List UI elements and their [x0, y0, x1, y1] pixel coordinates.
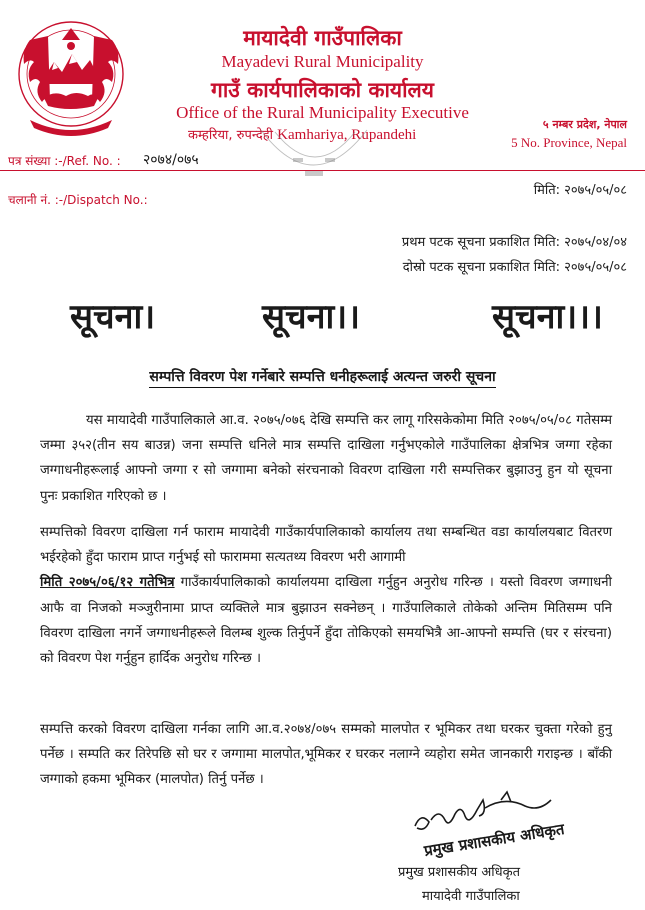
first-publication-date: प्रथम पटक सूचना प्रकाशित मिति: २०७५/०४/०४	[401, 235, 627, 250]
letter-date: मिति: २०७५/०५/०८	[533, 183, 627, 198]
province-nepali: ५ नम्बर प्रदेश, नेपाल	[542, 118, 627, 131]
office-seal-stamp	[255, 126, 373, 194]
notice-heading-1: सूचना।	[70, 297, 156, 337]
province-english: 5 No. Province, Nepal	[511, 135, 627, 150]
municipality-name-nepali: मायादेवी गाउँपालिका	[243, 26, 402, 50]
dispatch-number-label: चलानी नं. :-/Dispatch No.:	[8, 193, 148, 207]
address-english: Kamhariya, Rupandehi	[277, 127, 417, 143]
stamp-text: प्रमुख प्रशासकीय अधिकृत	[422, 820, 566, 860]
address-nepali: कम्हरिया, रुपन्देही	[188, 128, 274, 143]
signatory-organization: मायादेवी गाउँपालिका	[422, 889, 520, 904]
second-publication-date: दोस्रो पटक सूचना प्रकाशित मिति: २०७५/०५/०८	[402, 260, 627, 275]
submission-deadline: मिति २०७५/०६/१२ गतेभित्र	[40, 575, 175, 591]
office-name-nepali: गाउँ कार्यपालिकाको कार्यालय	[211, 78, 434, 102]
notice-heading-2: सूचना।।	[262, 297, 361, 337]
body-paragraph-2	[40, 520, 612, 671]
body-paragraph-3: सम्पत्ति करको विवरण दाखिला गर्नका लागि आ.व.२०७४/०७५ सम्मको मालपोत र भूमिकर तथा घरकर चुक्ता गरेको हुनु पर्नेछ । सम्पति कर तिरेपछि सो घर र जग्गामा मालपोत,भूमिकर र घरकर नलाग्ने व्यहोरा समेत जानकारी गराइन्छ । बाँकी जग्गाको हकमा भूमिकर (मालपोत) तिर्नु पर्नेछ ।	[40, 722, 612, 788]
body-paragraph-1: यस मायादेवी गाउँपालिकाले आ.व. २०७५/०७६ देखि सम्पत्ति कर लागू गरिसकेकोमा मिति २०७५/०५/०८ गतेसम्म जम्मा ३५२(तीन सय बाउन्न) जना सम्पत्ति धनिले मात्र सम्पत्ति दाखिला गर्नुभएकोले गाउँपालिका क्षेत्रभित्र जग्गा रहेका जग्गाधनीहरूलाई आफ्नो जग्गा र सो जग्गामा बनेको संरचनाको विवरण दाखिला गरी सम्पत्तिकर बुझाउनु हुन यो सूचना पुनः प्रकाशित गरिएको छ ।	[40, 413, 612, 504]
ref-number-label: पत्र संख्या :-/Ref. No. :	[8, 154, 121, 168]
header-divider	[0, 170, 645, 171]
ref-number-value: २०७४/०७५	[143, 152, 199, 168]
paragraph-2-rest: गाउँकार्यपालिकाको कार्यालयमा दाखिला गर्नुहुन अनुरोध गरिन्छ । यस्तो विवरण जग्गाधनी आफै वा निजको मञ्जुरीनामा प्राप्त व्यक्तिले मात्र बुझाउन सक्नेछन् । गाउँपालिकाले तोकेको अन्तिम मितिसम्म पनि विवरण दाखिला नगर्ने जग्गाधनीहरूले विलम्ब शुल्क तिर्नुपर्ने हुँदा तोकिएको समयभित्रै आ-आफ्नो सम्पत्ति (घर र संरचना) को विवरण पेश गर्नुहुन हार्दिक अनुरोध गरिन्छ ।	[40, 575, 612, 667]
notice-subject-text: सम्पत्ति विवरण पेश गर्नेबारे सम्पत्ति धनीहरूलाई अत्यन्त जरुरी सूचना	[149, 369, 495, 388]
municipality-name-english: Mayadevi Rural Municipality	[221, 52, 424, 71]
office-name-english: Office of the Rural Municipality Executive	[176, 103, 469, 122]
signature-and-stamp	[405, 790, 575, 868]
notice-subject	[0, 367, 645, 386]
notice-heading-3: सूचना।।।	[492, 297, 603, 337]
signatory-title: प्रमुख प्रशासकीय अधिकृत	[398, 865, 521, 880]
paragraph-2-intro: सम्पत्तिको विवरण दाखिला गर्न फाराम मायादेवी गाउँकार्यपालिकाको कार्यालय तथा सम्बन्धित वडा कार्यालयबाट वितरण भईरहेको हुँदा फाराम प्राप्त गर्नुभई सो फाराममा सत्यतथ्य विवरण भरी आगामी	[40, 525, 612, 566]
